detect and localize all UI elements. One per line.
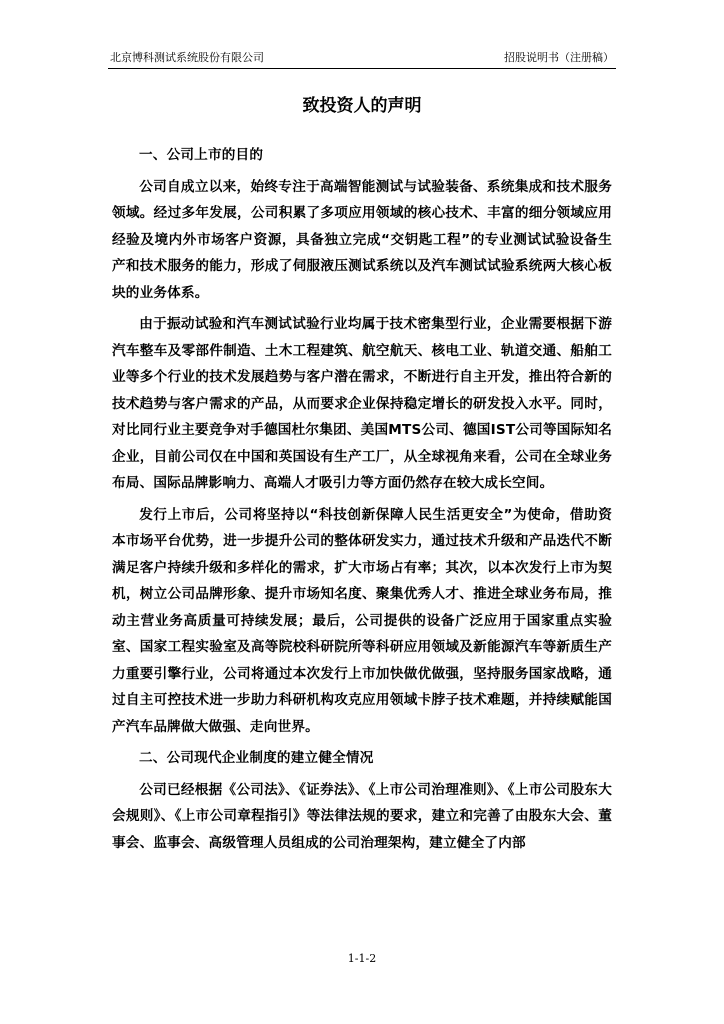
paragraph: 由于振动试验和汽车测试试验行业均属于技术密集型行业，企业需要根据下游汽车整车及零部件制造、土木工程建筑、航空航天、核电工业、轨道交通、船舶工业等多个行业的技术发展趋势与客户潜在需求，不断进行自主开发，推出符合新的技术趋势与客户需求的产品，从而要求企业保持稳定增长的研发投入水平。同时，对比同行业主要竞争对手德国杜尔集团、美国MTS公司、德国IST公司等国际知名企业，目前公司仅在中国和英国设有生产工厂，从全球视角来看，公司在全球业务布局、国际品牌影响力、高端人才吸引力等方面仍然存在较大成长空间。: [112, 316, 612, 491]
paragraph: 公司自成立以来，始终专注于高端智能测试与试验装备、系统集成和技术服务领域。经过多年发展，公司积累了多项应用领域的核心技术、丰富的细分领域应用经验及境内外市场客户资源，具备独立完成“交钥匙工程”的专业测试试验设备生产和技术服务的能力，形成了伺服液压测试系统以及汽车测试试验系统两大核心板块的业务体系。: [112, 178, 612, 301]
section-heading-listing-purpose: 一、公司上市的目的: [139, 147, 264, 163]
section-heading-corporate-governance: 二、公司现代企业制度的建立健全情况: [139, 750, 374, 766]
header-document-type: 招股说明书（注册稿）: [504, 51, 614, 64]
page-number: 1-1-2: [347, 952, 377, 965]
page-title: 致投资人的声明: [302, 96, 422, 116]
header-company-name: 北京博科测试系统股份有限公司: [110, 51, 264, 64]
document-body: [112, 142, 612, 856]
paragraph: 公司已经根据《公司法》、《证券法》、《上市公司治理准则》、《上市公司股东大会规则》、《上市公司章程指引》等法律法规的要求，建立和完善了由股东大会、董事会、监事会、高级管理人员组成的公司治理架构，建立健全了内部: [112, 781, 612, 851]
page-header: [108, 50, 616, 69]
paragraph: 发行上市后，公司将坚持以“科技创新保障人民生活更安全”为使命，借助资本市场平台优势，进一步提升公司的整体研发实力，通过技术升级和产品迭代不断满足客户持续升级和多样化的需求，扩大市场占有率；其次，以本次发行上市为契机，树立公司品牌形象、提升市场知名度、聚集优秀人才、推进全球业务布局，推动主营业务高质量可持续发展；最后，公司提供的设备广泛应用于国家重点实验室、国家工程实验室及高等院校科研院所等科研应用领域及新能源汽车等新质生产力重要引擎行业，公司将通过本次发行上市加快做优做强，坚持服务国家战略，通过自主可控技术进一步助力科研机构攻克应用领域卡脖子技术难题，并持续赋能国产汽车品牌做大做强、走向世界。: [112, 506, 612, 735]
